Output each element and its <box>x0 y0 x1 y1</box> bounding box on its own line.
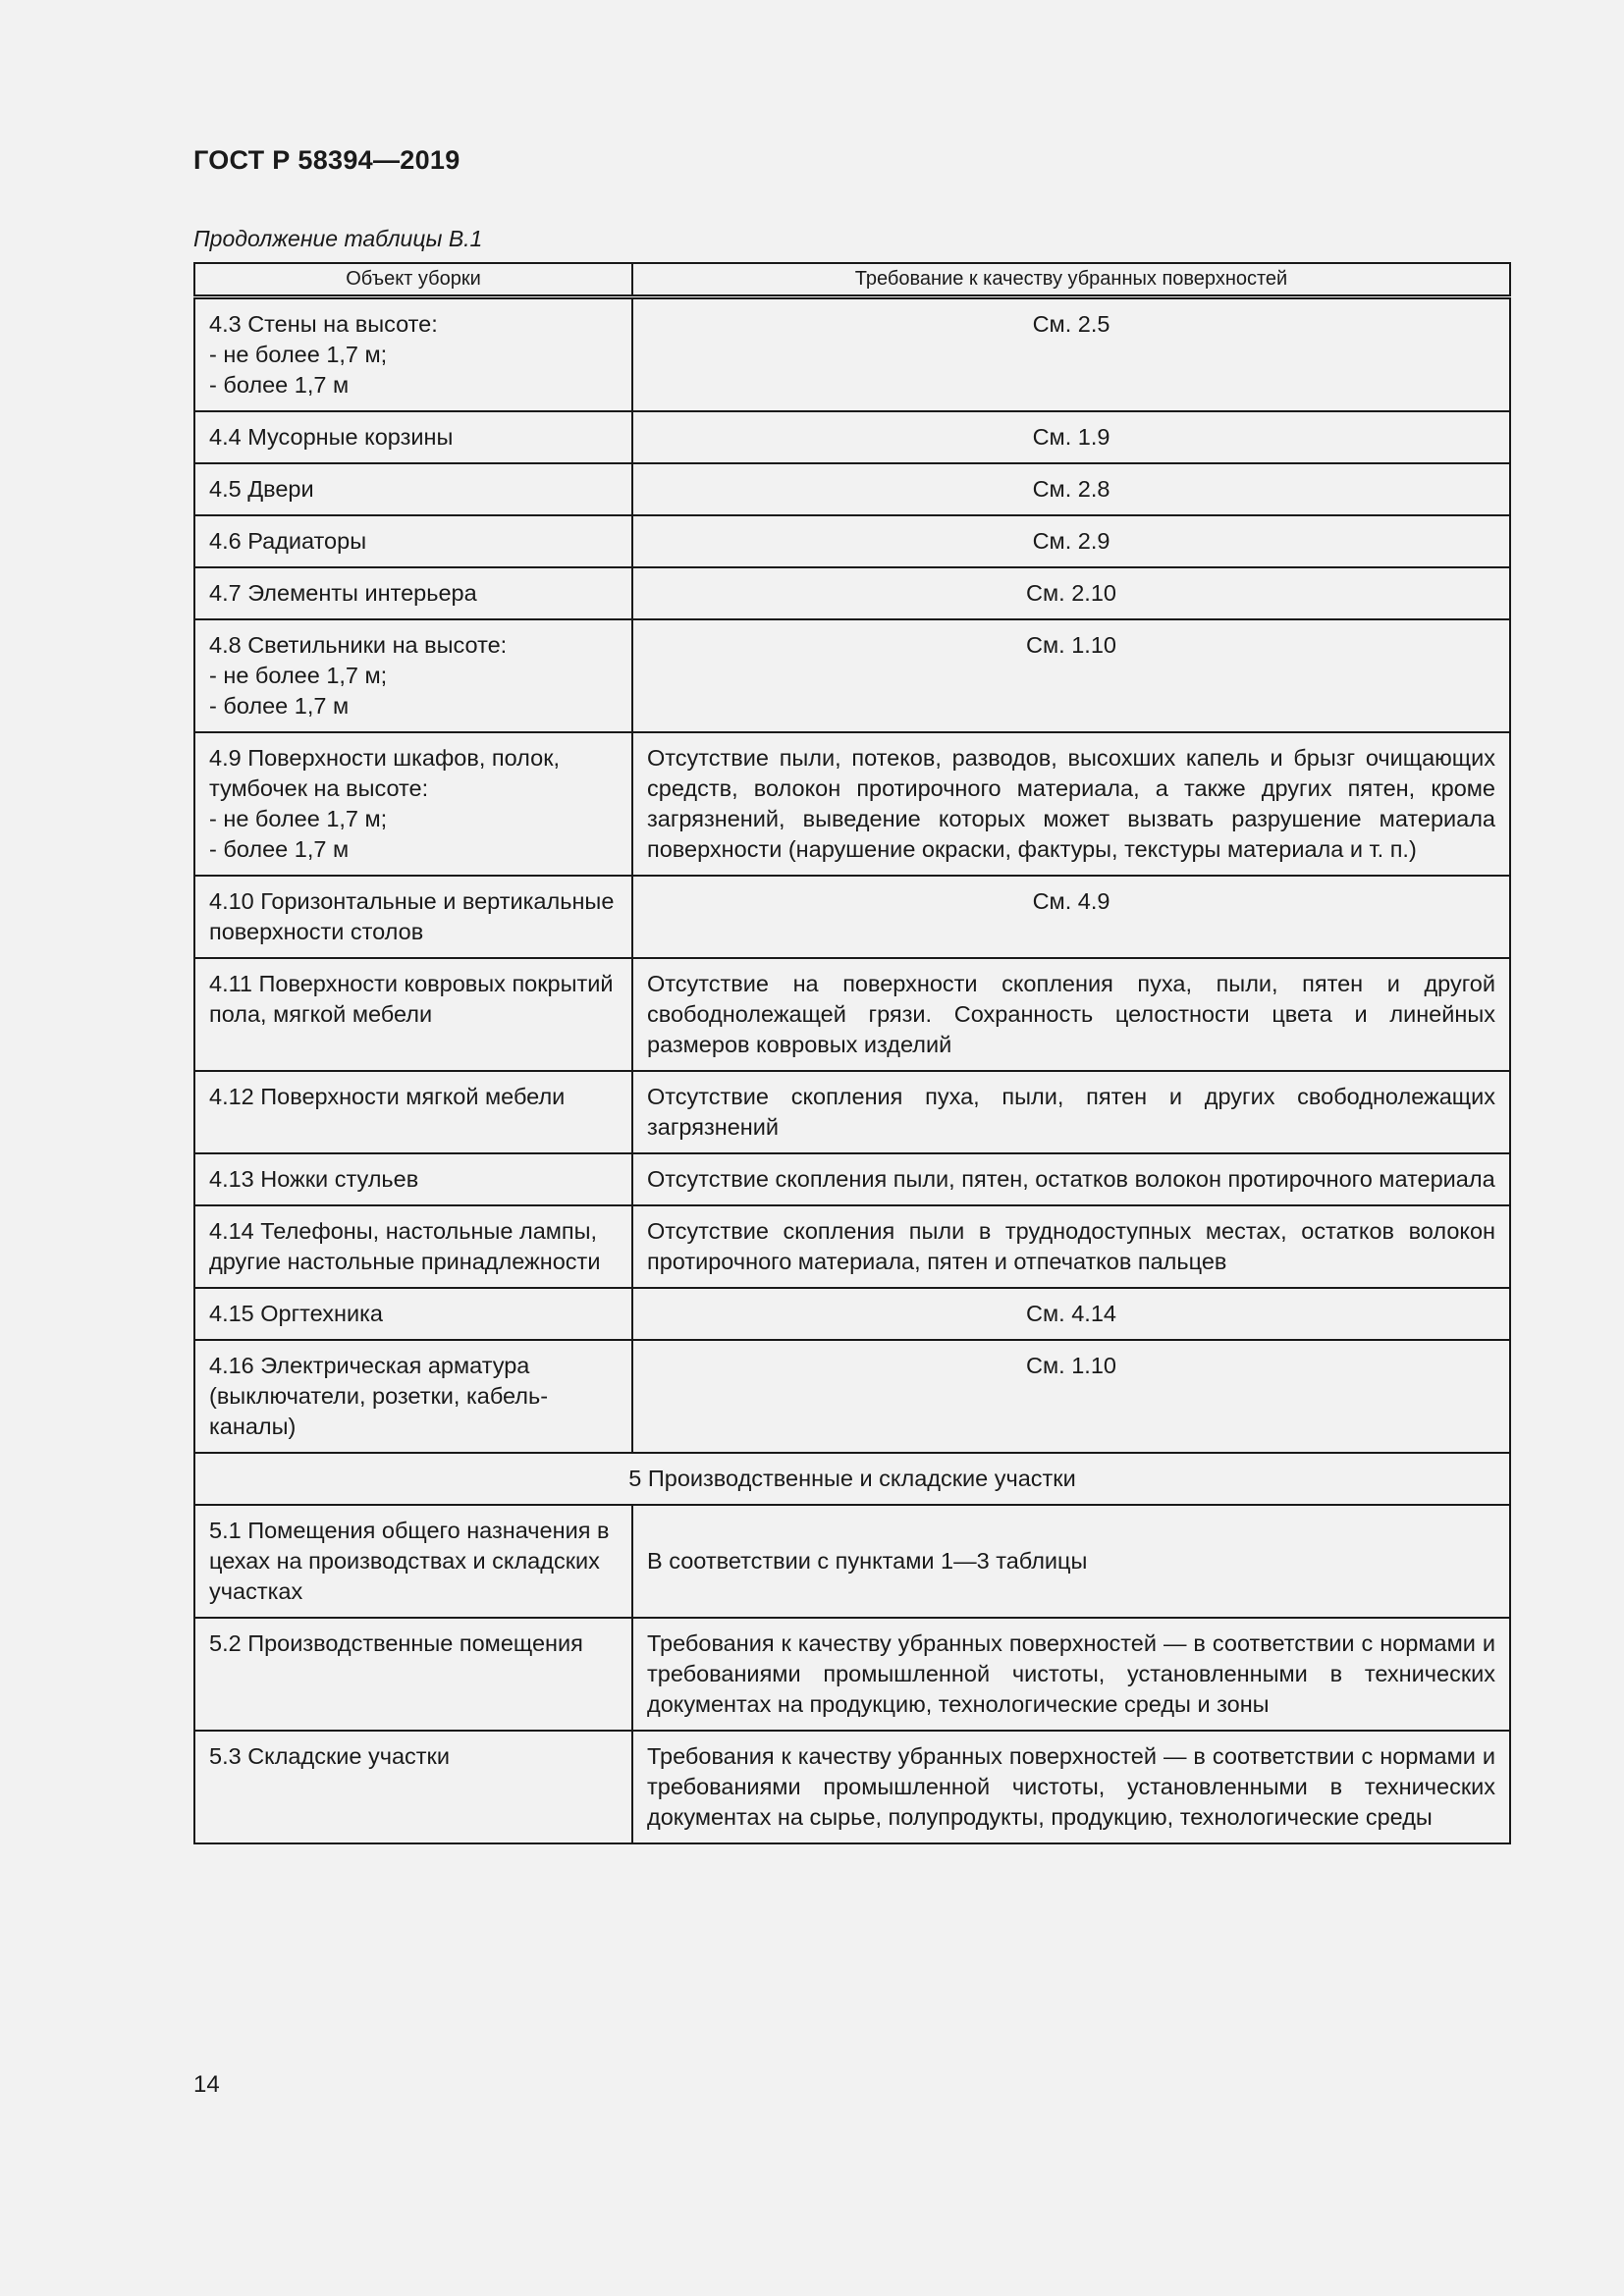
document-code: ГОСТ Р 58394—2019 <box>193 145 460 175</box>
cleaning-object-line: 4.6 Радиаторы <box>209 528 367 554</box>
cleaning-object-cell <box>194 1288 632 1340</box>
table-row <box>194 1205 1510 1288</box>
table-section-row <box>194 1453 1510 1505</box>
table-row <box>194 1071 1510 1153</box>
cleaning-object-line: - не более 1,7 м; <box>209 342 388 367</box>
cleaning-object-line: 4.12 Поверхности мягкой мебели <box>209 1084 566 1109</box>
quality-requirement-cell: Отсутствие на поверхности скопления пуха, пыли, пятен и другой свободнолежащей грязи. Сохранность целостности цвета и линейных размеров ковровых изделий <box>632 958 1510 1071</box>
quality-requirement-cell: См. 2.5 <box>632 297 1510 412</box>
cleaning-object-cell <box>194 1505 632 1618</box>
quality-requirement-cell: Требования к качеству убранных поверхностей — в соответствии с нормами и требованиями промышленной чистоты, установленными в технических документах на продукцию, технологические среды и зоны <box>632 1618 1510 1731</box>
column-header-object: Объект уборки <box>194 263 632 297</box>
cleaning-object-line: 5.1 Помещения общего назначения в цехах на производствах и складских участках <box>209 1518 610 1604</box>
table-row <box>194 1288 1510 1340</box>
cleaning-object-cell <box>194 1618 632 1731</box>
cleaning-object-cell <box>194 619 632 732</box>
section-title: 5 Производственные и складские участки <box>194 1453 1510 1505</box>
cleaning-object-cell <box>194 1340 632 1453</box>
cleaning-object-line: 4.7 Элементы интерьера <box>209 580 477 606</box>
requirements-table <box>193 262 1511 1844</box>
table-row <box>194 515 1510 567</box>
quality-requirement-cell: В соответствии с пунктами 1—3 таблицы <box>632 1505 1510 1618</box>
cleaning-object-line: 4.15 Оргтехника <box>209 1301 383 1326</box>
quality-requirement-cell: См. 1.10 <box>632 1340 1510 1453</box>
table-header-row <box>194 263 1510 297</box>
table-caption: Продолжение таблицы В.1 <box>193 226 483 251</box>
cleaning-object-line: 4.9 Поверхности шкафов, полок, тумбочек на высоте: <box>209 745 561 801</box>
cleaning-object-line: - более 1,7 м <box>209 836 350 862</box>
table-row <box>194 876 1510 958</box>
cleaning-object-cell <box>194 732 632 876</box>
quality-requirement-cell: Отсутствие скопления пуха, пыли, пятен и других свободнолежащих загрязнений <box>632 1071 1510 1153</box>
table-body <box>194 297 1510 1844</box>
cleaning-object-cell <box>194 567 632 619</box>
cleaning-object-line: 4.16 Электрическая арматура (выключатели, розетки, кабель-каналы) <box>209 1353 549 1439</box>
cleaning-object-cell <box>194 463 632 515</box>
cleaning-object-line: - не более 1,7 м; <box>209 806 388 831</box>
cleaning-object-line: 4.3 Стены на высоте: <box>209 311 438 337</box>
table-row <box>194 732 1510 876</box>
table-row <box>194 619 1510 732</box>
cleaning-object-line: 4.8 Светильники на высоте: <box>209 632 508 658</box>
page-number: 14 <box>193 2071 220 2098</box>
cleaning-object-cell <box>194 1731 632 1843</box>
quality-requirement-cell: Отсутствие скопления пыли, пятен, остатков волокон протирочного материала <box>632 1153 1510 1205</box>
table-row <box>194 297 1510 412</box>
quality-requirement-cell: См. 2.10 <box>632 567 1510 619</box>
quality-requirement-cell: Отсутствие скопления пыли в труднодоступных местах, остатков волокон протирочного материала, пятен и отпечатков пальцев <box>632 1205 1510 1288</box>
cleaning-object-line: - более 1,7 м <box>209 693 350 719</box>
cleaning-object-cell <box>194 1071 632 1153</box>
cleaning-object-line: 4.11 Поверхности ковровых покрытий пола, мягкой мебели <box>209 971 614 1027</box>
quality-requirement-cell: См. 2.9 <box>632 515 1510 567</box>
cleaning-object-cell <box>194 515 632 567</box>
cleaning-object-line: 4.4 Мусорные корзины <box>209 424 454 450</box>
table-row <box>194 1731 1510 1843</box>
cleaning-object-line: 5.2 Производственные помещения <box>209 1630 583 1656</box>
table-row <box>194 1153 1510 1205</box>
table-row <box>194 1505 1510 1618</box>
cleaning-object-cell <box>194 958 632 1071</box>
table-row <box>194 1618 1510 1731</box>
cleaning-object-line: - более 1,7 м <box>209 372 350 398</box>
cleaning-object-cell <box>194 1153 632 1205</box>
table-row <box>194 463 1510 515</box>
cleaning-object-line: 5.3 Складские участки <box>209 1743 450 1769</box>
table-row <box>194 1340 1510 1453</box>
cleaning-object-cell <box>194 411 632 463</box>
quality-requirement-cell: Отсутствие пыли, потеков, разводов, высохших капель и брызг очищающих средств, волокон протирочного материала, а также других пятен, кроме загрязнений, выведение которых может вызвать разрушение материала поверхности (нарушение окраски, фактуры, текстуры материала и т. п.) <box>632 732 1510 876</box>
table-row <box>194 567 1510 619</box>
cleaning-object-line: 4.10 Горизонтальные и вертикальные поверхности столов <box>209 888 615 944</box>
cleaning-object-line: 4.5 Двери <box>209 476 314 502</box>
table-row <box>194 958 1510 1071</box>
quality-requirement-cell: См. 1.10 <box>632 619 1510 732</box>
cleaning-object-cell <box>194 1205 632 1288</box>
quality-requirement-cell: См. 4.9 <box>632 876 1510 958</box>
column-header-requirement: Требование к качеству убранных поверхностей <box>632 263 1510 297</box>
quality-requirement-cell: См. 2.8 <box>632 463 1510 515</box>
quality-requirement-cell: Требования к качеству убранных поверхностей — в соответствии с нормами и требованиями промышленной чистоты, установленными в технических документах на сырье, полупродукты, продукцию, технологические среды <box>632 1731 1510 1843</box>
cleaning-object-cell <box>194 876 632 958</box>
table-row <box>194 411 1510 463</box>
cleaning-object-cell <box>194 297 632 412</box>
quality-requirement-cell: См. 1.9 <box>632 411 1510 463</box>
quality-requirement-cell: См. 4.14 <box>632 1288 1510 1340</box>
cleaning-object-line: - не более 1,7 м; <box>209 663 388 688</box>
cleaning-object-line: 4.13 Ножки стульев <box>209 1166 419 1192</box>
cleaning-object-line: 4.14 Телефоны, настольные лампы, другие настольные принадлежности <box>209 1218 601 1274</box>
